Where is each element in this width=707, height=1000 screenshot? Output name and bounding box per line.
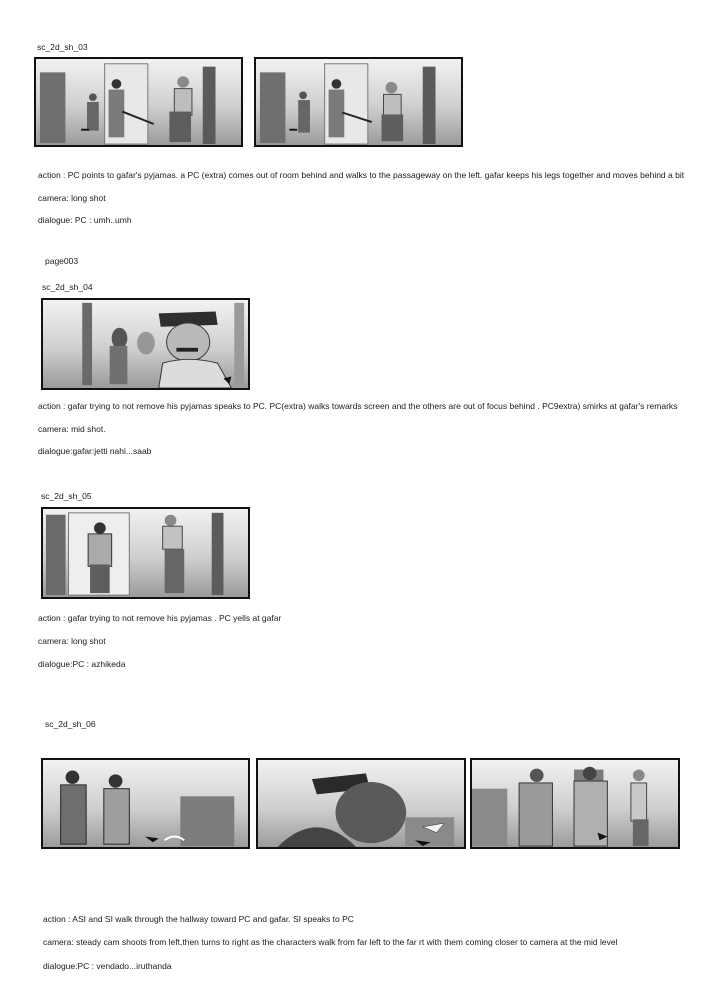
dialogue-text: dialogue:PC : vendado...iruthanda <box>43 961 172 971</box>
shot-id: sc_2d_sh_05 <box>41 491 92 501</box>
action-text: action : ASI and SI walk through the hallway toward PC and gafar. SI speaks to PC <box>43 914 354 924</box>
storyboard-panel <box>254 57 463 147</box>
page-label: page003 <box>45 256 79 266</box>
storyboard-panel <box>41 507 250 599</box>
shot-id: sc_2d_sh_06 <box>45 719 96 729</box>
storyboard-panel <box>41 298 250 390</box>
storyboard-panel <box>470 758 680 849</box>
camera-text: camera: long shot <box>38 193 106 203</box>
camera-text: camera: mid shot. <box>38 424 106 434</box>
storyboard-panel <box>34 57 243 147</box>
storyboard-panel <box>256 758 466 849</box>
camera-text: camera: long shot <box>38 636 106 646</box>
shot-id: sc_2d_sh_04 <box>42 282 93 292</box>
action-text: action : gafar trying to not remove his pyjamas . PC yells at gafar <box>38 613 282 623</box>
shot-id: sc_2d_sh_03 <box>37 42 88 52</box>
storyboard-panel <box>41 758 250 849</box>
action-text: action : PC points to gafar's pyjamas. a PC (extra) comes out of room behind and walks to the passageway on the left. gafar keeps his legs together and moves behind a bit <box>38 170 685 180</box>
dialogue-text: dialogue: PC : umh..umh <box>38 215 132 225</box>
dialogue-text: dialogue:PC : azhikeda <box>38 659 126 669</box>
dialogue-text: dialogue:gafar:jetti nahi...saab <box>38 446 152 456</box>
action-text: action : gafar trying to not remove his pyjamas speaks to PC. PC(extra) walks towards screen and the others are out of focus behind . PC9extra) smirks at gafar's remarks <box>38 401 678 411</box>
camera-text: camera: steady cam shoots from left,then turns to right as the characters walk from far left to the far rt with them coming closer to camera at the mid level <box>43 937 618 947</box>
